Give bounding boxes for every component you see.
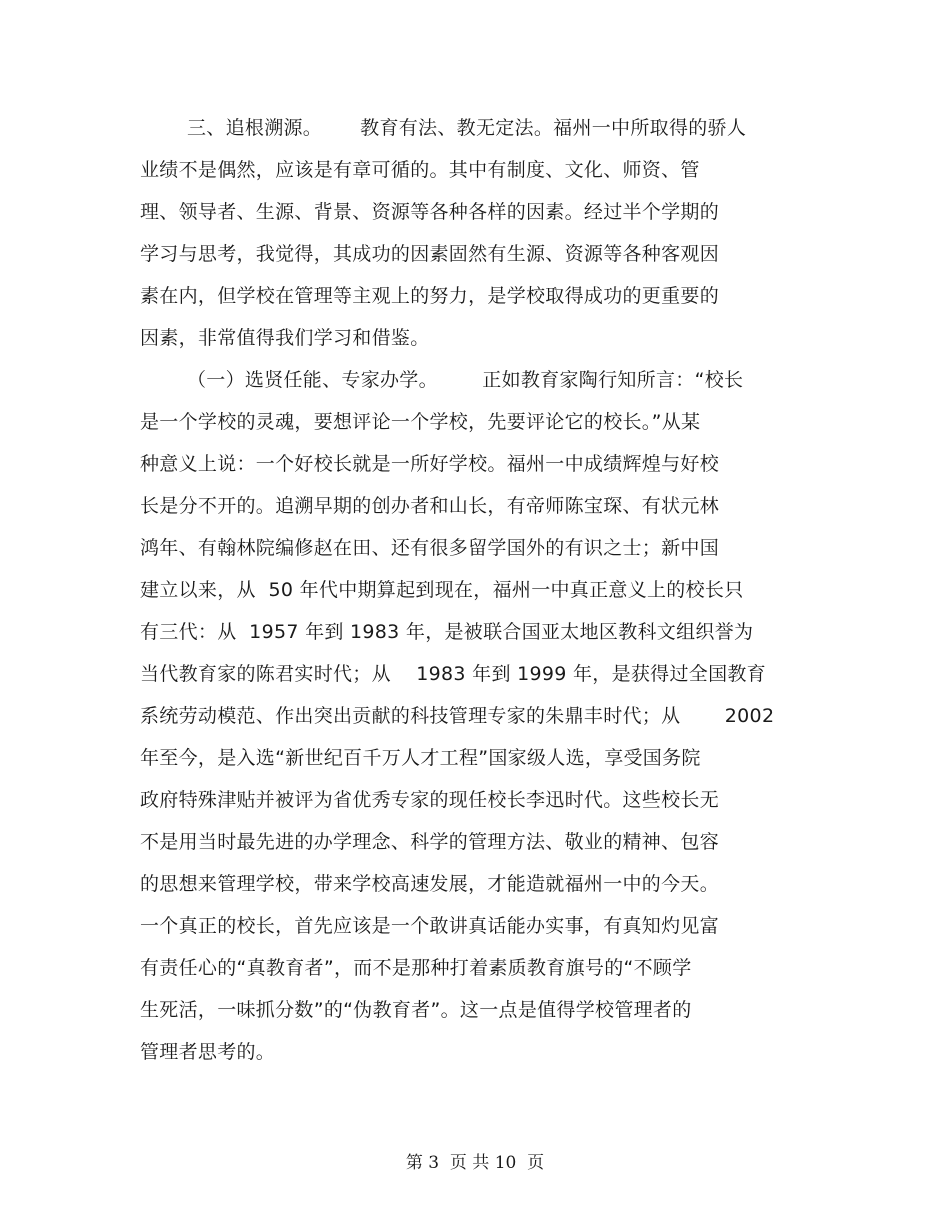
text-line: 学习与思考，我觉得，其成功的因素固然有生源、资源等各种客观因 (140, 243, 720, 265)
text-line: 政府特殊津贴并被评为省优秀专家的现任校长李迅时代。这些校长无 (140, 789, 720, 811)
text-line: 种意义上说：一个好校长就是一所好学校。福州一中成绩辉煌与好校 (140, 453, 720, 475)
text-line: 鸿年、有翰林院编修赵在田、还有很多留学国外的有识之士；新中国 (140, 537, 720, 559)
text-line: 生死活，一味抓分数”的“伪教育者”。这一点是值得学校管理者的 (140, 999, 692, 1021)
text-line: 是一个学校的灵魂，要想评论一个学校，先要评论它的校长。”从某 (140, 411, 701, 433)
text-line: 不是用当时最先进的办学理念、科学的管理方法、敬业的精神、包容 (140, 831, 720, 853)
text-line: 素在内，但学校在管理等主观上的努力，是学校取得成功的更重要的 (140, 285, 720, 307)
text-line: 的思想来管理学校，带来学校高速发展，才能造就福州一中的今天。 (140, 873, 720, 895)
text-line: 有责任心的“真教育者”，而不是那种打着素质教育旗号的“不顾学 (140, 957, 692, 979)
page-footer: 第 3 页 共 10 页 (405, 1153, 545, 1173)
text-line: 因素，非常值得我们学习和借鉴。 (140, 327, 430, 349)
text-line: 管理者思考的。 (140, 1041, 276, 1063)
text-line: 三、追根溯源。 教育有法、教无定法。福州一中所取得的骄人 (187, 117, 747, 139)
text-line: 当代教育家的陈君实时代；从 1983 年到 1999 年，是获得过全国教育 (140, 663, 766, 685)
text-line: （一）选贤任能、专家办学。 正如教育家陶行知所言：“校长 (187, 369, 744, 391)
text-line: 一个真正的校长，首先应该是一个敢讲真话能办实事，有真知灼见富 (140, 915, 720, 937)
text-line: 系统劳动模范、作出突出贡献的科技管理专家的朱鼎丰时代；从 2002 (140, 705, 775, 727)
text-line: 理、领导者、生源、背景、资源等各种各样的因素。经过半个学期的 (140, 201, 720, 223)
text-line: 长是分不开的。追溯早期的创办者和山长，有帝师陈宝琛、有状元林 (140, 495, 720, 517)
text-line: 建立以来，从 50 年代中期算起到现在，福州一中真正意义上的校长只 (140, 579, 744, 601)
text-line: 有三代：从 1957 年到 1983 年，是被联合国亚太地区教科文组织誉为 (140, 621, 754, 643)
text-line: 业绩不是偶然，应该是有章可循的。其中有制度、文化、师资、管 (140, 159, 700, 181)
text-line: 年至今，是入选“新世纪百千万人才工程”国家级人选，享受国务院 (140, 747, 701, 769)
